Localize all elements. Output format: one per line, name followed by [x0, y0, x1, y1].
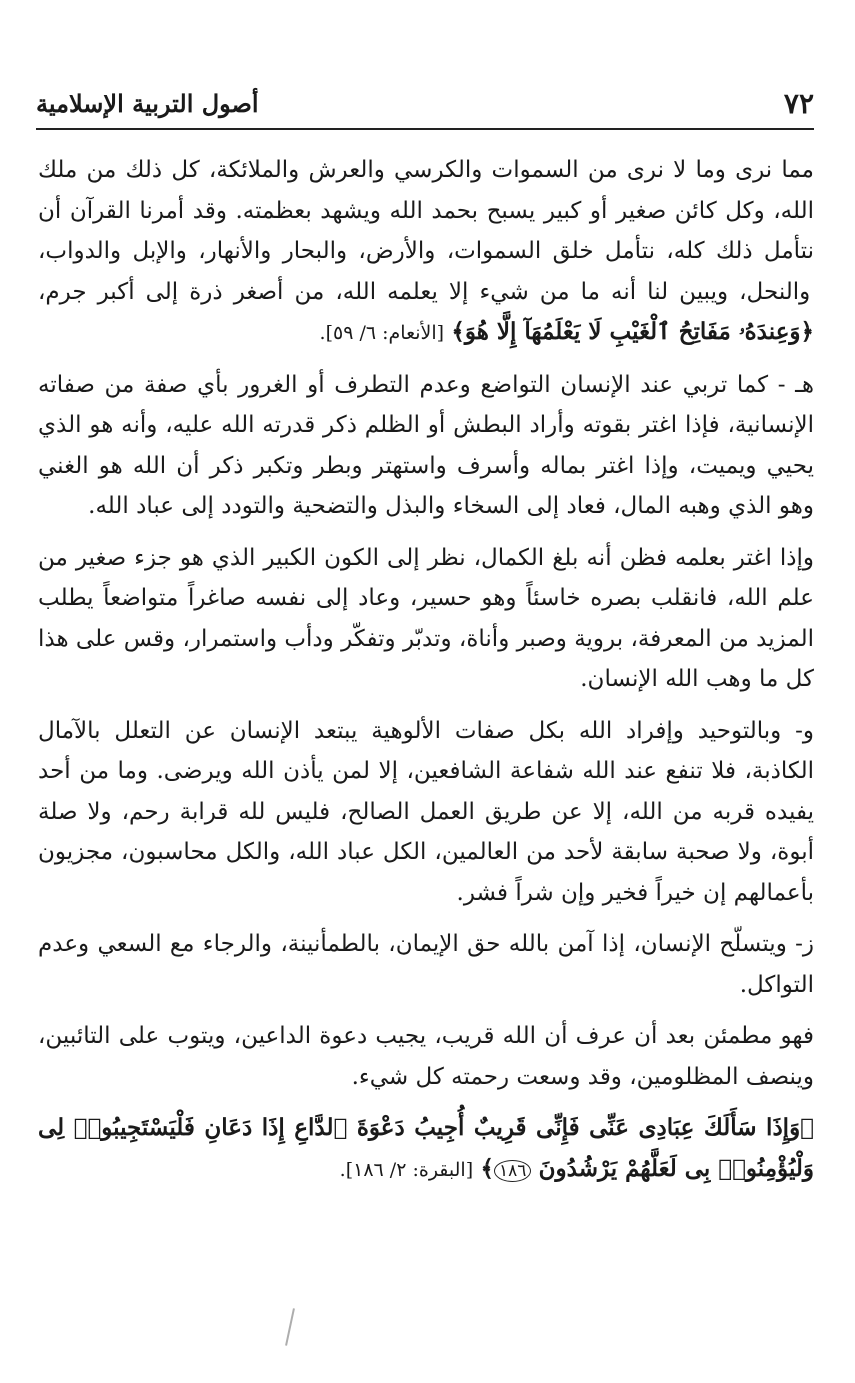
paragraph-text: و- وبالتوحيد وإفراد الله بكل صفات الألوهية يبتعد الإنسان عن التعلل بالآمال الكاذبة، فلا تنفع عند الله شفاعة الشافعين، إلا لمن يأذن الله ويرضى. وما من أحد يفيده قربه من الله، إلا عن طريق العمل الصالح، فليس لله قرابة رحم، ولا صلة أبوة، ولا صحبة سابقة لأحد من العالمين، الكل عباد الله، والكل محاسبون، مجزيون بأعمالهم إن خيراً فخير وإن شراً فشر. [38, 717, 814, 906]
paragraph-text: هـ - كما تربي عند الإنسان التواضع وعدم التطرف أو الغرور بأي صفة من صفاته الإنسانية، فإذا اغتر بقوته وأراد البطش أو الظلم ذكر قدرته الله عليه، وأنه هو الذي يحيي ويميت، وإذا اغتر بماله وأسرف واستهتر وبطر وتكبر ذكر أن الله هو الغني وهو الذي وهبه المال، فعاد إلى السخاء والبذل والتضحية والتودد إلى عباد الله. [38, 371, 814, 519]
verse-close-bracket: ﴾ [480, 1154, 494, 1182]
paragraph-text: فهو مطمئن بعد أن عرف أن الله قريب، يجيب دعوة الداعين، ويتوب على التائبين، وينصف المظلومين، وقد وسعت رحمته كل شيء. [38, 1023, 814, 1090]
body-text [38, 150, 814, 1202]
paragraph-humility [38, 365, 814, 527]
paragraph-text: وإذا اغتر بعلمه فظن أنه بلغ الكمال، نظر إلى الكون الكبير الذي هو جزء صغير من علم الله، فانقلب بصره خاسئاً وهو حسير، وعاد إلى نفسه صاغراً متواضعاً يطلب المزيد من المعرفة، بروية وصبر وأناة، وتدبّر وتفكّر ودأب واستمرار، وقس على هذا كل ما وهب الله الإنسان. [38, 544, 814, 692]
page-number: ٧٢ [783, 87, 814, 120]
running-header [36, 84, 814, 130]
paragraph-baqara-verse [38, 1108, 814, 1191]
quran-verse-anam: ﴿وَعِندَهُۥ مَفَاتِحُ ٱلْغَيْبِ لَا يَعْلَمُهَآ إِلَّا هُوَ﴾ [451, 318, 814, 345]
paragraph-tawhid [38, 711, 814, 914]
paragraph-creation [38, 150, 814, 354]
paragraph-knowledge [38, 538, 814, 700]
verse-citation: [الأنعام: ٦/ ٥٩]. [319, 322, 445, 344]
ayah-number-marker: ١٨٦ [494, 1160, 531, 1182]
paragraph-nearness [38, 1016, 814, 1097]
paragraph-tranquility [38, 924, 814, 1005]
verse-citation: [البقرة: ٢/ ١٨٦]. [339, 1158, 474, 1181]
stray-pen-mark [285, 1308, 295, 1346]
book-title: أصول التربية الإسلامية [36, 89, 259, 118]
paragraph-text: مما نرى وما لا نرى من السموات والكرسي والعرش والملائكة، كل ذلك من ملك الله، وكل كائن صغير أو كبير يسبح بحمد الله ويشهد بعظمته. وقد أمرنا القرآن أن نتأمل ذلك كله، نتأمل خلق السموات، والأرض، والبحار والأنهار، والإبل والدواب، والنحل، ويبين لنا أنه ما من شيء إلا يعلمه الله، من أصغر ذرة إلى أكبر جرم، [38, 157, 814, 305]
quran-verse-baqara: ﴿وَإِذَا سَأَلَكَ عِبَادِى عَنِّى فَإِنِّى قَرِيبٌ أُجِيبُ دَعْوَةَ ٱلدَّاعِ إِذَا دَعَانِ فَلْيَسْتَجِيبُوا۟ لِى وَلْيُؤْمِنُوا۟ بِى لَعَلَّهُمْ يَرْشُدُونَ [38, 1114, 814, 1182]
paragraph-text: ز- ويتسلّح الإنسان، إذا آمن بالله حق الإيمان، بالطمأنينة، والرجاء مع السعي وعدم التواكل. [38, 931, 814, 998]
